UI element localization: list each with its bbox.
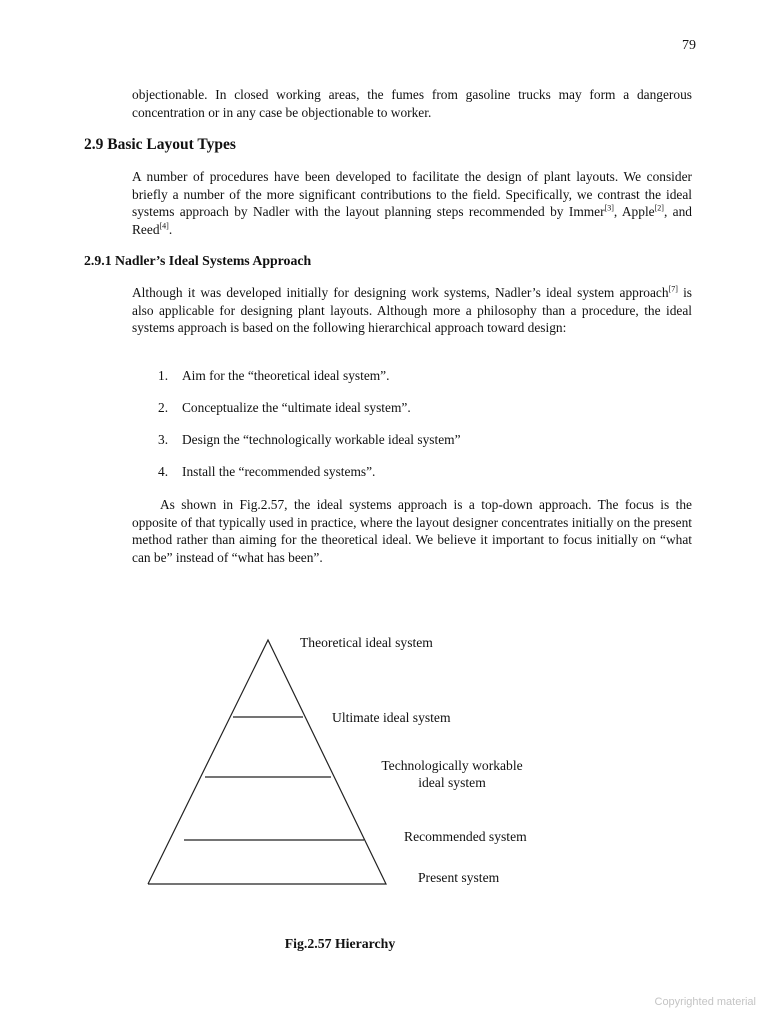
level-theoretical-ideal: Theoretical ideal system bbox=[300, 635, 433, 650]
sep-reed: , and Reed bbox=[132, 204, 692, 237]
list-text: Conceptualize the “ultimate ideal system”. bbox=[182, 400, 411, 415]
page-number: 79 bbox=[682, 38, 696, 53]
level-present: Present system bbox=[418, 870, 500, 885]
subsection-heading: 2.9.1 Nadler’s Ideal Systems Approach bbox=[84, 253, 312, 268]
pyramid-outline bbox=[148, 640, 386, 884]
list-text: Install the “recommended systems”. bbox=[182, 464, 376, 479]
level-line: ideal system bbox=[418, 775, 486, 790]
level-technologically-workable bbox=[360, 757, 544, 791]
list-number: 2. bbox=[158, 400, 169, 415]
list-text: Aim for the “theoretical ideal system”. bbox=[182, 368, 390, 383]
ref-immer: [3] bbox=[604, 203, 614, 213]
list-number: 4. bbox=[158, 464, 169, 479]
copyright-watermark: Copyrighted material bbox=[654, 996, 756, 1008]
list-number: 3. bbox=[158, 432, 169, 447]
section-paragraph-text: A number of procedures have been developed to facilitate the design of plant layouts. We consider briefly a number of the more significant contributions to the field. Specifically, we contrast the ideal systems approach by Nadler with the layout planning steps recommended by Immer bbox=[132, 169, 692, 219]
level-ultimate-ideal: Ultimate ideal system bbox=[332, 710, 451, 725]
list-text: Design the “technologically workable ideal system” bbox=[182, 432, 461, 447]
paragraph-continued: objectionable. In closed working areas, the fumes from gasoline trucks may form a dangerous concentration or in any case be objectionable to worker. bbox=[132, 87, 692, 120]
ref-nadler: [7] bbox=[668, 284, 678, 294]
list-number: 1. bbox=[158, 368, 169, 383]
paragraph-end: . bbox=[168, 221, 173, 237]
level-recommended: Recommended system bbox=[404, 829, 527, 844]
figure-caption: Fig.2.57 Hierarchy bbox=[284, 936, 396, 951]
sep-apple: , Apple bbox=[613, 204, 655, 219]
paragraph-topdown: As shown in Fig.2.57, the ideal systems approach is a top-down approach. The focus is the opposite of that typically used in practice, where the layout designer concentrates initially on the present method rather than aiming for the theoretical ideal. We believe it important to focus initially on “what can be” instead of “what has been”. bbox=[132, 497, 692, 565]
subsection-paragraph-text-b: is also applicable for designing plant layouts. Although more a philosophy than a procedure, the ideal systems approach is based on the following hierarchical approach toward design: bbox=[132, 285, 692, 335]
ref-apple: [2] bbox=[654, 203, 664, 213]
level-line: Technologically workable bbox=[381, 758, 523, 773]
subsection-paragraph-text-a: Although it was developed initially for designing work systems, Nadler’s ideal system approach bbox=[132, 285, 669, 300]
section-heading: 2.9 Basic Layout Types bbox=[84, 136, 236, 153]
ref-reed: [4] bbox=[159, 221, 169, 231]
